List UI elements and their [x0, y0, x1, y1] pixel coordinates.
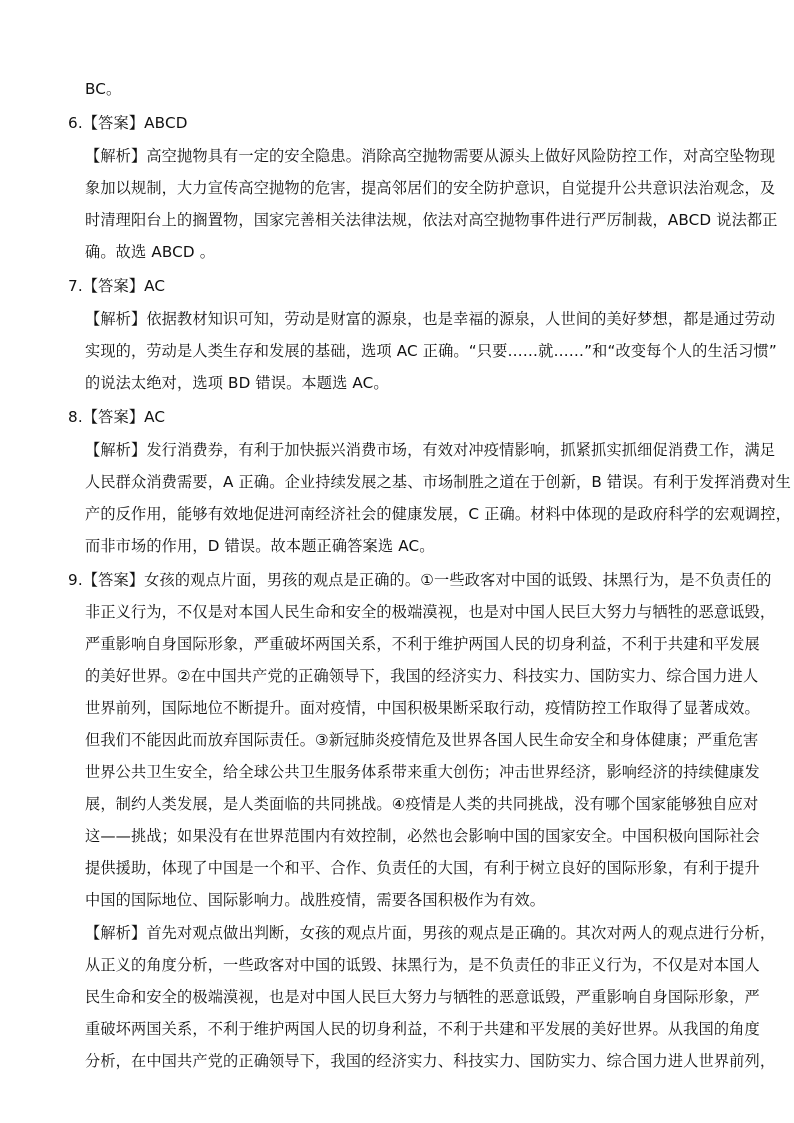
answer-9-line-3: 严重影响自身国际形象，严重破坏两国关系，不利于维护两国人民的切身利益，不利于共建和平发展: [85, 635, 760, 653]
answer-9-line-8: 展，制约人类发展，是人类面临的共同挑战。④疫情是人类的共同挑战，没有哪个国家能够独自应对: [85, 795, 759, 813]
answer-8-heading: 8.【答案】AC: [68, 408, 166, 426]
analysis-8-line-1: 【解析】发行消费券，有利于加快振兴消费市场，有效对冲疫情影响，抓紧抓实抓细促消费工作，满足: [85, 441, 776, 459]
analysis-9-line-4: 重破坏两国关系，不利于维护两国人民的切身利益，不利于共建和平发展的美好世界。从我国的角度: [85, 1020, 760, 1038]
analysis-9-line-1: 【解析】首先对观点做出判断，女孩的观点片面，男孩的观点是正确的。其次对两人的观点进行分析，: [85, 924, 776, 942]
answer-9-line-6: 但我们不能因此而放弃国际责任。③新冠肺炎疫情危及世界各国人民生命安全和身体健康；严重危害: [85, 731, 759, 749]
answer-9-line-1: 9.【答案】女孩的观点片面，男孩的观点是正确的。①一些政客对中国的诋毁、抹黑行为，是不负责任的: [68, 571, 772, 589]
answer-9-line-2: 非正义行为，不仅是对本国人民生命和安全的极端漠视，也是对中国人民巨大努力与牺牲的恶意诋毁，: [85, 603, 776, 621]
answer-9-line-11: 中国的国际地位、国际影响力。战胜疫情，需要各国积极作为有效。: [85, 891, 546, 909]
answer-9-line-5: 世界前列，国际地位不断提升。面对疫情，中国积极果断采取行动，疫情防控工作取得了显著成效。: [85, 699, 760, 717]
text-line-1: BC。: [85, 80, 122, 98]
analysis-7-line-2: 实现的，劳动是人类生存和发展的基础，选项 AC 正确。“只要……就……”和“改变每个人的生活习惯”: [85, 342, 777, 360]
answer-9-line-7: 世界公共卫生安全，给全球公共卫生服务体系带来重大创伤；冲击世界经济，影响经济的持续健康发: [85, 763, 760, 781]
analysis-8-line-4: 而非市场的作用，D 错误。故本题正确答案选 AC。: [85, 537, 435, 555]
answer-9-line-10: 提供援助，体现了中国是一个和平、合作、负责任的大国，有利于树立良好的国际形象，有利于提升: [85, 859, 760, 877]
analysis-8-line-3: 产的反作用，能够有效地促进河南经济社会的健康发展，C 正确。材料中体现的是政府科学的宏观调控，: [85, 505, 791, 523]
analysis-7-line-3: 的说法太绝对，选项 BD 错误。本题选 AC。: [85, 374, 389, 392]
analysis-9-line-3: 民生命和安全的极端漠视，也是对中国人民巨大努力与牺牲的恶意诋毁，严重影响自身国际形象，严: [85, 988, 760, 1006]
analysis-7-line-1: 【解析】依据教材知识可知，劳动是财富的源泉，也是幸福的源泉，人世间的美好梦想，都是通过劳动: [85, 310, 776, 328]
analysis-6-line-1: 【解析】高空抛物具有一定的安全隐患。消除高空抛物需要从源头上做好风险防控工作，对高空坠物现: [85, 147, 776, 165]
analysis-6-line-3: 时清理阳台上的搁置物，国家完善相关法律法规，依法对高空抛物事件进行严厉制裁，ABCD 说法都正: [85, 211, 778, 229]
answer-7-heading: 7.【答案】AC: [68, 277, 166, 295]
analysis-8-line-2: 人民群众消费需要，A 正确。企业持续发展之基、市场制胜之道在于创新，B 错误。有利于发挥消费对生: [85, 473, 791, 491]
answer-9-line-4: 的美好世界。②在中国共产党的正确领导下，我国的经济实力、科技实力、国防实力、综合国力进人: [85, 667, 759, 685]
analysis-9-line-5: 分析，在中国共产党的正确领导下，我国的经济实力、科技实力、国防实力、综合国力进人世界前列，: [85, 1052, 776, 1070]
answer-9-line-9: 这——挑战；如果没有在世界范围内有效控制，必然也会影响中国的国家安全。中国积极向国际社会: [85, 827, 760, 845]
analysis-9-line-2: 从正义的角度分析，一些政客对中国的诋毁、抹黑行为，是不负责任的非正义行为，不仅是对本国人: [85, 956, 760, 974]
analysis-6-line-4: 确。故选 ABCD 。: [85, 243, 216, 261]
analysis-6-line-2: 象加以规制，大力宣传高空抛物的危害，提高邻居们的安全防护意识，自觉提升公共意识法治观念，及: [85, 179, 776, 197]
answer-6-heading: 6.【答案】ABCD: [68, 114, 188, 132]
